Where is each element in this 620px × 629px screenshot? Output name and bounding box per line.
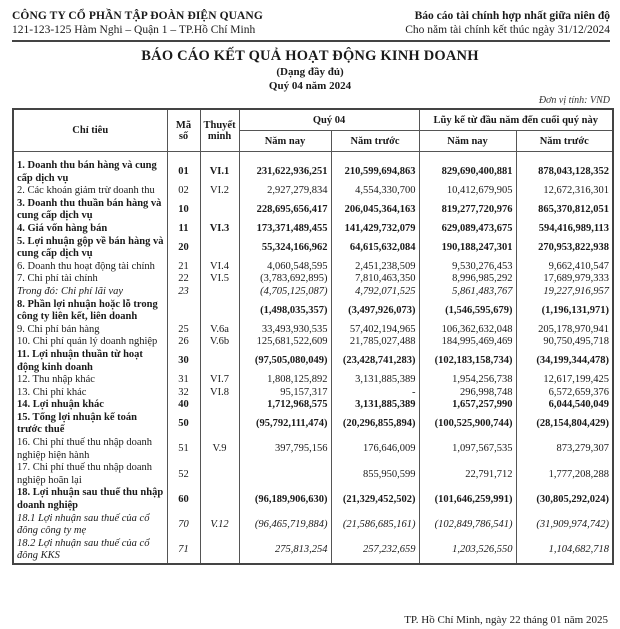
table-row <box>13 324 613 337</box>
row-note <box>200 487 239 512</box>
row-q-last-year: 257,232,659 <box>331 538 419 564</box>
row-code <box>167 299 200 324</box>
table-row <box>13 538 613 564</box>
row-ytd-this-year: 1,203,526,550 <box>419 538 516 564</box>
row-code: 25 <box>167 324 200 337</box>
row-q-last-year: 7,810,463,350 <box>331 273 419 286</box>
row-ytd-last-year: (31,909,974,742) <box>516 513 613 538</box>
row-note: VI.3 <box>200 223 239 236</box>
row-ytd-this-year: 190,188,247,301 <box>419 236 516 261</box>
report-period: Quý 04 năm 2024 <box>268 80 352 92</box>
row-ytd-last-year: 878,043,128,352 <box>516 160 613 185</box>
place-date: TP. Hồ Chí Minh, ngày 22 tháng 01 năm 2025 <box>404 614 608 626</box>
table-row <box>13 487 613 512</box>
table-body <box>13 152 613 565</box>
row-code: 50 <box>167 412 200 437</box>
row-note: VI.7 <box>200 374 239 387</box>
row-q-this-year: 4,060,548,595 <box>239 261 331 274</box>
table-row <box>13 387 613 400</box>
row-ytd-last-year: 12,617,199,425 <box>516 374 613 387</box>
company-name: CÔNG TY CỔ PHẦN TẬP ĐOÀN ĐIỆN QUANG <box>12 10 263 22</box>
row-label: 18.2 Lợi nhuận sau thuế của cổ đông KKS <box>13 538 167 564</box>
row-q-last-year: 141,429,732,079 <box>331 223 419 236</box>
header-divider <box>12 40 610 42</box>
row-ytd-this-year: (101,646,259,991) <box>419 487 516 512</box>
row-ytd-this-year: (100,525,900,744) <box>419 412 516 437</box>
row-label: 18.1 Lợi nhuận sau thuế của cổ đông công ty mẹ <box>13 513 167 538</box>
row-q-this-year: 275,813,254 <box>239 538 331 564</box>
period-note: Cho năm tài chính kết thúc ngày 31/12/2024 <box>405 24 610 36</box>
row-ytd-this-year: 296,998,748 <box>419 387 516 400</box>
row-ytd-last-year: 12,672,316,301 <box>516 185 613 198</box>
row-ytd-this-year: 9,530,276,453 <box>419 261 516 274</box>
row-ytd-this-year: 829,690,400,881 <box>419 160 516 185</box>
row-ytd-this-year: 629,089,473,675 <box>419 223 516 236</box>
row-ytd-this-year: 1,657,257,990 <box>419 399 516 412</box>
report-title: BÁO CÁO KẾT QUẢ HOẠT ĐỘNG KINH DOANH <box>141 48 479 64</box>
row-q-this-year: 55,324,166,962 <box>239 236 331 261</box>
row-q-last-year: 3,131,885,389 <box>331 399 419 412</box>
row-q-last-year: 3,131,885,389 <box>331 374 419 387</box>
report-header <box>405 9 610 37</box>
row-ytd-this-year: 184,995,469,469 <box>419 336 516 349</box>
row-q-this-year: 397,795,156 <box>239 437 331 462</box>
row-code: 26 <box>167 336 200 349</box>
row-q-this-year: (95,792,111,474) <box>239 412 331 437</box>
row-q-last-year: 57,402,194,965 <box>331 324 419 337</box>
row-note: VI.1 <box>200 160 239 185</box>
row-label: 12. Thu nhập khác <box>13 374 167 387</box>
row-code: 02 <box>167 185 200 198</box>
row-label: 10. Chi phí quản lý doanh nghiệp <box>13 336 167 349</box>
table-row <box>13 236 613 261</box>
table-row <box>13 261 613 274</box>
row-ytd-this-year: (102,183,158,734) <box>419 349 516 374</box>
row-label: 5. Lợi nhuận gộp về bán hàng và cung cấp dịch vụ <box>13 236 167 261</box>
row-code: 31 <box>167 374 200 387</box>
row-label: 14. Lợi nhuận khác <box>13 399 167 412</box>
row-note: VI.5 <box>200 273 239 286</box>
row-ytd-last-year: (30,805,292,024) <box>516 487 613 512</box>
row-label: 1. Doanh thu bán hàng và cung cấp dịch vụ <box>13 160 167 185</box>
report-type: Báo cáo tài chính hợp nhất giữa niên độ <box>414 10 610 22</box>
col-header-q-last-year: Năm trước <box>331 131 419 152</box>
row-q-this-year: (3,783,692,895) <box>239 273 331 286</box>
col-header-ytd-this-year: Năm nay <box>419 131 516 152</box>
row-note <box>200 349 239 374</box>
row-label: 17. Chi phí thuế thu nhập doanh nghiệp hoãn lại <box>13 462 167 487</box>
row-q-last-year: (21,329,452,502) <box>331 487 419 512</box>
col-header-q-this-year: Năm nay <box>239 131 331 152</box>
row-ytd-this-year: 819,277,720,976 <box>419 198 516 223</box>
row-q-last-year: (3,497,926,073) <box>331 299 419 324</box>
row-q-last-year: (21,586,685,161) <box>331 513 419 538</box>
row-ytd-this-year: 22,791,712 <box>419 462 516 487</box>
row-ytd-this-year: 1,097,567,535 <box>419 437 516 462</box>
currency-unit: Đơn vị tính: VND <box>538 95 610 106</box>
row-ytd-this-year: 106,362,632,048 <box>419 324 516 337</box>
row-q-last-year: 21,785,027,488 <box>331 336 419 349</box>
table-row <box>13 185 613 198</box>
row-ytd-last-year: (28,154,804,429) <box>516 412 613 437</box>
row-label: 7. Chi phí tài chính <box>13 273 167 286</box>
row-code: 20 <box>167 236 200 261</box>
row-note <box>200 286 239 299</box>
row-label: 8. Phần lợi nhuận hoặc lỗ trong công ty liên kết, liên doanh <box>13 299 167 324</box>
row-label: 11. Lợi nhuận thuần từ hoạt động kinh doanh <box>13 349 167 374</box>
company-header <box>12 9 263 37</box>
row-ytd-this-year: 8,996,985,292 <box>419 273 516 286</box>
table-row <box>13 349 613 374</box>
row-ytd-last-year: 6,572,659,376 <box>516 387 613 400</box>
row-q-last-year: 2,451,238,509 <box>331 261 419 274</box>
row-code: 21 <box>167 261 200 274</box>
table-row <box>13 399 613 412</box>
table-row <box>13 437 613 462</box>
row-ytd-this-year: 5,861,483,767 <box>419 286 516 299</box>
row-label: 6. Doanh thu hoạt động tài chính <box>13 261 167 274</box>
row-ytd-last-year: 1,777,208,288 <box>516 462 613 487</box>
row-label: 2. Các khoản giảm trừ doanh thu <box>13 185 167 198</box>
row-note: VI.8 <box>200 387 239 400</box>
row-label: Trong đó: Chi phí lãi vay <box>13 286 167 299</box>
col-header-ytd-last-year: Năm trước <box>516 131 613 152</box>
row-q-this-year: (96,465,719,884) <box>239 513 331 538</box>
row-ytd-last-year: 17,689,979,333 <box>516 273 613 286</box>
table-row <box>13 299 613 324</box>
row-q-this-year: 173,371,489,455 <box>239 223 331 236</box>
col-group-ytd: Lũy kế từ đầu năm đến cuối quý này <box>419 109 613 131</box>
row-ytd-last-year: 594,416,989,113 <box>516 223 613 236</box>
row-q-this-year: 95,157,317 <box>239 387 331 400</box>
row-q-this-year: (1,498,035,357) <box>239 299 331 324</box>
row-ytd-this-year: (1,546,595,679) <box>419 299 516 324</box>
table-row <box>13 223 613 236</box>
row-q-last-year: 176,646,009 <box>331 437 419 462</box>
row-q-this-year: 231,622,936,251 <box>239 160 331 185</box>
row-code: 51 <box>167 437 200 462</box>
row-code: 10 <box>167 198 200 223</box>
row-ytd-last-year: 270,953,822,938 <box>516 236 613 261</box>
row-q-last-year: (23,428,741,283) <box>331 349 419 374</box>
row-note <box>200 462 239 487</box>
row-label: 4. Giá vốn hàng bán <box>13 223 167 236</box>
table-row <box>13 336 613 349</box>
table-row <box>13 462 613 487</box>
row-ytd-last-year: 205,178,970,941 <box>516 324 613 337</box>
row-ytd-last-year: 865,370,812,051 <box>516 198 613 223</box>
row-q-last-year: 4,792,071,525 <box>331 286 419 299</box>
row-ytd-last-year: 6,044,540,049 <box>516 399 613 412</box>
row-label: 18. Lợi nhuận sau thuế thu nhập doanh nghiệp <box>13 487 167 512</box>
row-code: 11 <box>167 223 200 236</box>
col-header-note: Thuyết minh <box>200 109 239 152</box>
row-q-last-year: 4,554,330,700 <box>331 185 419 198</box>
row-note: V.12 <box>200 513 239 538</box>
row-label: 3. Doanh thu thuần bán hàng và cung cấp dịch vụ <box>13 198 167 223</box>
table-row <box>13 273 613 286</box>
row-ytd-last-year: (1,196,131,971) <box>516 299 613 324</box>
row-q-this-year: 1,712,968,575 <box>239 399 331 412</box>
row-ytd-last-year: (34,199,344,478) <box>516 349 613 374</box>
row-q-last-year: 855,950,599 <box>331 462 419 487</box>
row-label: 16. Chi phí thuế thu nhập doanh nghiệp hiện hành <box>13 437 167 462</box>
row-code: 71 <box>167 538 200 564</box>
row-q-this-year: 1,808,125,892 <box>239 374 331 387</box>
row-q-last-year: 206,045,364,163 <box>331 198 419 223</box>
row-note <box>200 538 239 564</box>
row-q-this-year: 125,681,522,609 <box>239 336 331 349</box>
table-row <box>13 198 613 223</box>
row-q-last-year: 64,615,632,084 <box>331 236 419 261</box>
row-note <box>200 399 239 412</box>
row-ytd-last-year: 19,227,916,957 <box>516 286 613 299</box>
report-form: (Dạng đầy đủ) <box>276 66 344 78</box>
row-q-last-year: - <box>331 387 419 400</box>
row-q-this-year: 228,695,656,417 <box>239 198 331 223</box>
col-header-item: Chỉ tiêu <box>13 109 167 152</box>
row-q-last-year: (20,296,855,894) <box>331 412 419 437</box>
row-q-this-year <box>239 462 331 487</box>
row-note: V.6a <box>200 324 239 337</box>
row-q-last-year: 210,599,694,863 <box>331 160 419 185</box>
row-code: 22 <box>167 273 200 286</box>
row-label: 15. Tổng lợi nhuận kế toán trước thuế <box>13 412 167 437</box>
row-q-this-year: (4,705,125,087) <box>239 286 331 299</box>
row-label: 13. Chi phí khác <box>13 387 167 400</box>
row-note: VI.2 <box>200 185 239 198</box>
row-code: 23 <box>167 286 200 299</box>
row-code: 01 <box>167 160 200 185</box>
row-note: V.9 <box>200 437 239 462</box>
col-header-code: Mã số <box>167 109 200 152</box>
table-row <box>13 513 613 538</box>
row-ytd-last-year: 90,750,495,718 <box>516 336 613 349</box>
row-note: V.6b <box>200 336 239 349</box>
row-code: 40 <box>167 399 200 412</box>
table-row <box>13 412 613 437</box>
company-address: 121-123-125 Hàm Nghi – Quận 1 – TP.Hồ Chí Minh <box>12 24 256 36</box>
row-code: 32 <box>167 387 200 400</box>
row-q-this-year: (97,505,080,049) <box>239 349 331 374</box>
row-note: VI.4 <box>200 261 239 274</box>
row-label: 9. Chi phí bán hàng <box>13 324 167 337</box>
row-code: 52 <box>167 462 200 487</box>
row-ytd-last-year: 873,279,307 <box>516 437 613 462</box>
col-group-quarter: Quý 04 <box>239 109 419 131</box>
row-ytd-last-year: 1,104,682,718 <box>516 538 613 564</box>
row-code: 60 <box>167 487 200 512</box>
row-q-this-year: 2,927,279,834 <box>239 185 331 198</box>
income-statement-table <box>12 108 614 565</box>
table-row <box>13 160 613 185</box>
row-q-this-year: (96,189,906,630) <box>239 487 331 512</box>
row-ytd-this-year: (102,849,786,541) <box>419 513 516 538</box>
row-code: 30 <box>167 349 200 374</box>
table-row <box>13 374 613 387</box>
row-note <box>200 236 239 261</box>
row-note <box>200 412 239 437</box>
table-row <box>13 286 613 299</box>
row-code: 70 <box>167 513 200 538</box>
row-ytd-last-year: 9,662,410,547 <box>516 261 613 274</box>
row-ytd-this-year: 10,412,679,905 <box>419 185 516 198</box>
row-note <box>200 198 239 223</box>
row-ytd-this-year: 1,954,256,738 <box>419 374 516 387</box>
row-note <box>200 299 239 324</box>
row-q-this-year: 33,493,930,535 <box>239 324 331 337</box>
